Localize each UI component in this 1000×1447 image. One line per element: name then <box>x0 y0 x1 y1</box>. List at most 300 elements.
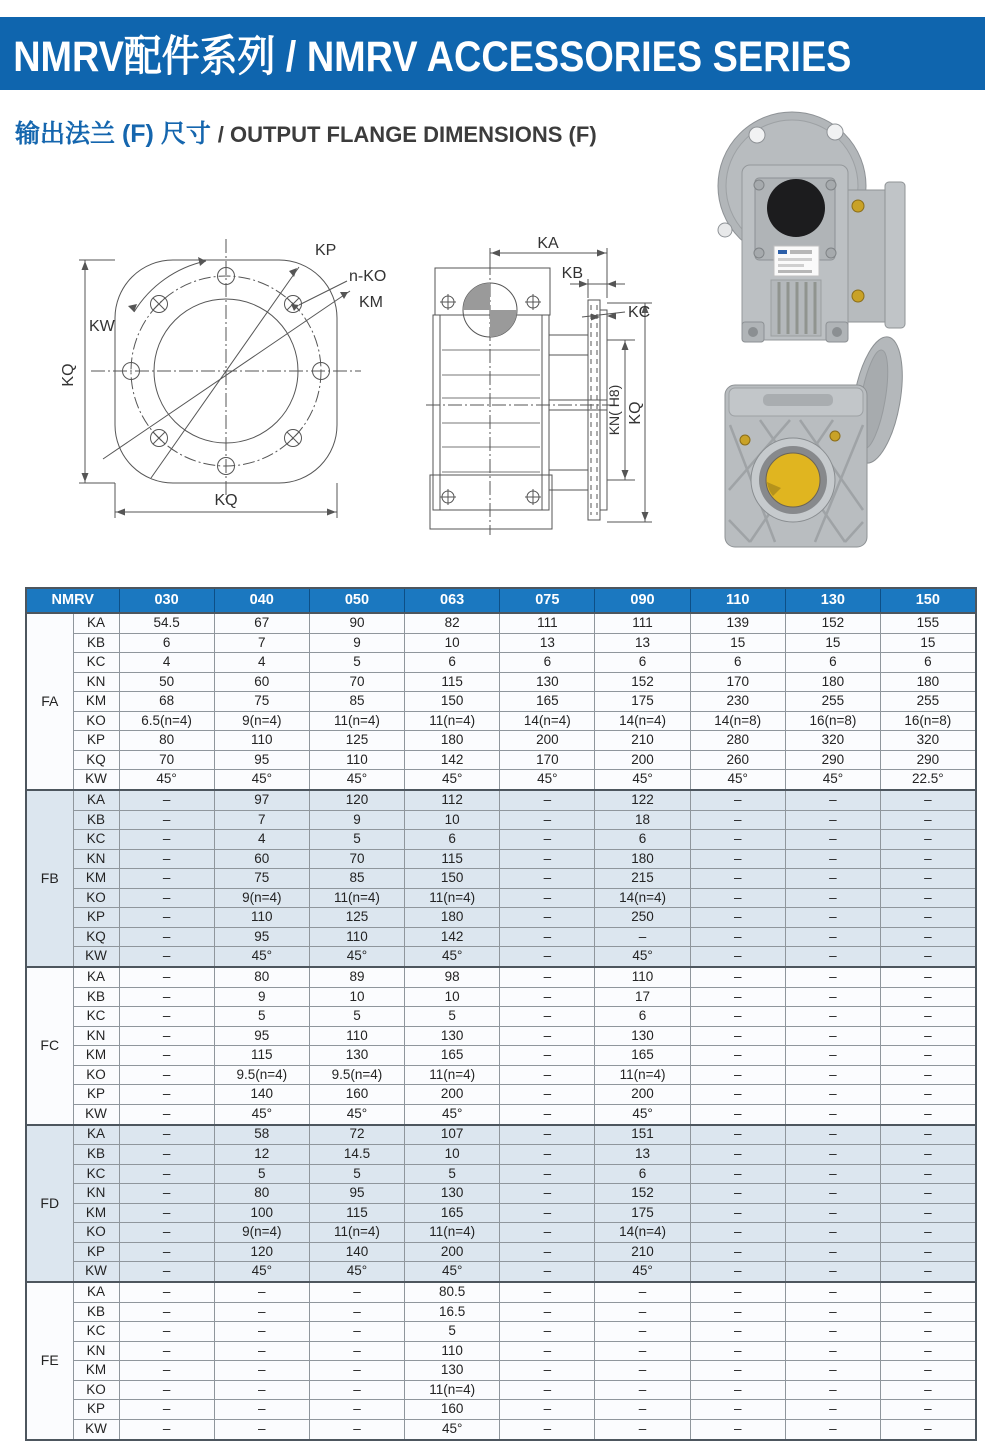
table-cell: 165 <box>405 1203 500 1223</box>
table-cell: – <box>119 888 214 908</box>
table-cell: – <box>119 849 214 869</box>
param-label: KN <box>73 1341 119 1361</box>
table-cell: – <box>500 1085 595 1105</box>
table-cell: – <box>309 1380 404 1400</box>
table-header <box>26 588 976 613</box>
column-header: 130 <box>785 588 880 613</box>
table-cell: – <box>785 1085 880 1105</box>
table-cell: 152 <box>785 613 880 633</box>
table-cell: 152 <box>595 672 690 692</box>
table-cell: – <box>119 1026 214 1046</box>
table-cell: – <box>785 1104 880 1124</box>
table-cell: 45° <box>405 1104 500 1124</box>
table-cell: 160 <box>405 1400 500 1420</box>
table-row <box>26 1125 976 1145</box>
param-label: KA <box>73 1125 119 1145</box>
table-cell: – <box>785 849 880 869</box>
table-cell: 110 <box>309 750 404 770</box>
table-cell: – <box>119 1164 214 1184</box>
table-row <box>26 750 976 770</box>
table-cell: 9 <box>214 987 309 1007</box>
table-cell: 45° <box>595 770 690 790</box>
table-cell: 9(n=4) <box>214 888 309 908</box>
table-cell: 130 <box>309 1046 404 1066</box>
param-label: KC <box>73 1322 119 1342</box>
param-label: KC <box>73 1007 119 1027</box>
table-cell: 14(n=8) <box>690 711 785 731</box>
table-cell: 100 <box>214 1203 309 1223</box>
table-cell: 290 <box>785 750 880 770</box>
product-photo-front <box>695 100 950 365</box>
table-cell: 11(n=4) <box>595 1065 690 1085</box>
param-label: KA <box>73 967 119 987</box>
table-cell: – <box>785 947 880 967</box>
table-cell: 45° <box>595 1104 690 1124</box>
table-cell: – <box>785 967 880 987</box>
table-cell: 11(n=4) <box>405 888 500 908</box>
group-label: FE <box>26 1282 73 1440</box>
param-label: KN <box>73 1026 119 1046</box>
table-row <box>26 1322 976 1342</box>
table-row <box>26 1302 976 1322</box>
table-cell: 18 <box>595 810 690 830</box>
table-cell: 5 <box>405 1007 500 1027</box>
table-cell: 11(n=4) <box>405 1380 500 1400</box>
param-label: KW <box>73 770 119 790</box>
table-cell: 111 <box>595 613 690 633</box>
table-cell: – <box>119 1007 214 1027</box>
param-label: KM <box>73 1361 119 1381</box>
table-cell: – <box>500 1184 595 1204</box>
table-cell: – <box>690 1400 785 1420</box>
table-cell: 67 <box>214 613 309 633</box>
group-label: FD <box>26 1125 73 1283</box>
table-cell: 80 <box>119 731 214 751</box>
table-cell: 6 <box>595 1007 690 1027</box>
table-cell: 6 <box>595 1164 690 1184</box>
table-cell: 115 <box>405 672 500 692</box>
table-cell: 80.5 <box>405 1282 500 1302</box>
table-cell: – <box>881 1380 976 1400</box>
table-cell: – <box>500 1282 595 1302</box>
table-cell: 45° <box>405 947 500 967</box>
column-header: 040 <box>214 588 309 613</box>
table-cell: – <box>785 830 880 850</box>
table-cell: 15 <box>785 633 880 653</box>
table-cell: – <box>595 1341 690 1361</box>
table-cell: – <box>119 967 214 987</box>
table-cell: – <box>690 888 785 908</box>
column-header: 030 <box>119 588 214 613</box>
table-cell: 97 <box>214 790 309 810</box>
table-cell: 110 <box>405 1341 500 1361</box>
table-cell: – <box>881 1007 976 1027</box>
table-cell: 11(n=4) <box>309 1223 404 1243</box>
table-cell: 230 <box>690 692 785 712</box>
table-cell: – <box>309 1341 404 1361</box>
table-cell: 14.5 <box>309 1145 404 1165</box>
table-cell: – <box>119 1341 214 1361</box>
table-cell: 320 <box>881 731 976 751</box>
table-cell: – <box>119 1322 214 1342</box>
table-cell: – <box>500 1046 595 1066</box>
param-label: KN <box>73 849 119 869</box>
table-cell: – <box>500 1223 595 1243</box>
table-cell: – <box>881 790 976 810</box>
column-header: 110 <box>690 588 785 613</box>
table-cell: – <box>785 810 880 830</box>
table-cell: – <box>214 1322 309 1342</box>
table-cell: – <box>595 1282 690 1302</box>
table-cell: – <box>500 869 595 889</box>
param-label: KM <box>73 1203 119 1223</box>
table-cell: – <box>881 1282 976 1302</box>
table-cell: 45° <box>214 770 309 790</box>
table-cell: 5 <box>214 1164 309 1184</box>
label-km: KM <box>359 294 383 311</box>
table-row <box>26 633 976 653</box>
table-cell: – <box>690 1282 785 1302</box>
table-cell: 5 <box>309 653 404 673</box>
table-cell: 142 <box>405 750 500 770</box>
table-cell: – <box>119 927 214 947</box>
label-kq-side: KQ <box>627 401 644 425</box>
table-cell: – <box>500 1361 595 1381</box>
label-kc: KC <box>628 304 651 321</box>
table-cell: 17 <box>595 987 690 1007</box>
table-cell: 72 <box>309 1125 404 1145</box>
label-kq-bottom: KQ <box>214 492 238 509</box>
table-cell: – <box>690 1341 785 1361</box>
label-ka: KA <box>537 235 559 252</box>
param-label: KP <box>73 1400 119 1420</box>
table-cell: 45° <box>595 1262 690 1282</box>
param-label: KM <box>73 692 119 712</box>
table-cell: 112 <box>405 790 500 810</box>
table-cell: 58 <box>214 1125 309 1145</box>
table-cell: – <box>690 830 785 850</box>
table-row <box>26 1361 976 1381</box>
group-label: FB <box>26 790 73 967</box>
table-cell: 215 <box>595 869 690 889</box>
table-cell: – <box>881 1085 976 1105</box>
table-cell: – <box>500 1419 595 1440</box>
table-cell: – <box>119 1242 214 1262</box>
table-cell: – <box>500 1380 595 1400</box>
table-cell: – <box>500 1322 595 1342</box>
table-cell: 5 <box>405 1164 500 1184</box>
table-row <box>26 731 976 751</box>
table-cell: 175 <box>595 1203 690 1223</box>
table-cell: 95 <box>214 750 309 770</box>
table-cell: – <box>690 1419 785 1440</box>
table-cell: 5 <box>214 1007 309 1027</box>
param-label: KO <box>73 1223 119 1243</box>
table-cell: 6 <box>119 633 214 653</box>
table-cell: 110 <box>309 927 404 947</box>
param-label: KB <box>73 633 119 653</box>
column-header: 150 <box>881 588 976 613</box>
table-cell: 111 <box>500 613 595 633</box>
table-cell: – <box>500 1065 595 1085</box>
table-cell: 130 <box>405 1026 500 1046</box>
label-kb: KB <box>561 265 583 282</box>
table-cell: – <box>881 1361 976 1381</box>
table-cell: 5 <box>309 1164 404 1184</box>
table-cell: – <box>785 1419 880 1440</box>
table-cell: – <box>690 1361 785 1381</box>
table-cell: – <box>119 1085 214 1105</box>
table-cell: – <box>690 1262 785 1282</box>
table-cell: – <box>785 1262 880 1282</box>
table-cell: 139 <box>690 613 785 633</box>
table-row <box>26 613 976 633</box>
table-cell: 4 <box>119 653 214 673</box>
table-cell: 11(n=4) <box>405 1223 500 1243</box>
table-cell: – <box>309 1361 404 1381</box>
table-cell: – <box>690 1164 785 1184</box>
table-row <box>26 1262 976 1282</box>
table-cell: – <box>690 1302 785 1322</box>
subtitle-english: / OUTPUT FLANGE DIMENSIONS (F) <box>217 122 597 147</box>
table-cell: – <box>595 1361 690 1381</box>
table-cell: 50 <box>119 672 214 692</box>
table-cell: 110 <box>214 731 309 751</box>
table-row <box>26 790 976 810</box>
flange-front-view-drawing <box>35 235 405 530</box>
table-cell: – <box>690 1223 785 1243</box>
table-cell: 120 <box>309 790 404 810</box>
table-cell: – <box>690 1026 785 1046</box>
table-cell: 260 <box>690 750 785 770</box>
table-cell: – <box>690 967 785 987</box>
table-cell: 45° <box>309 1104 404 1124</box>
table-row <box>26 1007 976 1027</box>
table-cell: 115 <box>405 849 500 869</box>
table-cell: – <box>119 1145 214 1165</box>
table-cell: – <box>500 1104 595 1124</box>
table-cell: – <box>881 1302 976 1322</box>
table-cell: – <box>785 1007 880 1027</box>
table-cell: 45° <box>500 770 595 790</box>
table-row <box>26 927 976 947</box>
table-cell: 9.5(n=4) <box>214 1065 309 1085</box>
table-cell: 155 <box>881 613 976 633</box>
table-cell: 130 <box>405 1184 500 1204</box>
table-cell: – <box>119 810 214 830</box>
table-row <box>26 770 976 790</box>
nameplate <box>774 246 819 276</box>
table-cell: – <box>785 927 880 947</box>
page-banner <box>0 17 985 90</box>
table-cell: 13 <box>500 633 595 653</box>
table-cell: 110 <box>214 908 309 928</box>
table-cell: – <box>785 869 880 889</box>
table-cell: 6 <box>500 653 595 673</box>
table-cell: 14(n=4) <box>595 1223 690 1243</box>
table-cell: – <box>214 1282 309 1302</box>
table-cell: – <box>785 1203 880 1223</box>
table-cell: – <box>119 1125 214 1145</box>
table-cell: 10 <box>405 987 500 1007</box>
table-cell: – <box>500 1242 595 1262</box>
table-cell: 45° <box>405 770 500 790</box>
table-cell: – <box>785 1341 880 1361</box>
table-cell: 6 <box>405 830 500 850</box>
table-cell: – <box>500 888 595 908</box>
table-row <box>26 830 976 850</box>
table-cell: 45° <box>214 1104 309 1124</box>
table-cell: 320 <box>785 731 880 751</box>
table-cell: – <box>881 1065 976 1085</box>
table-cell: 140 <box>309 1242 404 1262</box>
table-cell: – <box>690 810 785 830</box>
table-cell: – <box>881 1322 976 1342</box>
table-cell: – <box>881 1203 976 1223</box>
param-label: KB <box>73 1302 119 1322</box>
table-cell: – <box>690 1380 785 1400</box>
table-cell: – <box>881 830 976 850</box>
table-row <box>26 653 976 673</box>
table-cell: 130 <box>405 1361 500 1381</box>
table-cell: – <box>500 849 595 869</box>
table-row <box>26 908 976 928</box>
table-cell: – <box>500 908 595 928</box>
group-label: FC <box>26 967 73 1125</box>
param-label: KA <box>73 1282 119 1302</box>
table-cell: – <box>214 1341 309 1361</box>
table-cell: 9 <box>309 810 404 830</box>
table-cell: 7 <box>214 633 309 653</box>
table-cell: 45° <box>309 1262 404 1282</box>
section-subtitle <box>15 114 597 150</box>
table-cell: – <box>881 869 976 889</box>
table-cell: – <box>785 1282 880 1302</box>
table-cell: – <box>785 1302 880 1322</box>
table-cell: – <box>785 1164 880 1184</box>
param-label: KW <box>73 1262 119 1282</box>
table-cell: 9.5(n=4) <box>309 1065 404 1085</box>
table-cell: 175 <box>595 692 690 712</box>
label-kq-left: KQ <box>60 363 77 387</box>
table-cell: – <box>119 830 214 850</box>
table-cell: 12 <box>214 1145 309 1165</box>
table-cell: – <box>500 1007 595 1027</box>
product-photo-rear <box>705 330 955 580</box>
table-cell: 200 <box>405 1085 500 1105</box>
table-cell: – <box>881 1164 976 1184</box>
table-cell: 11(n=4) <box>309 888 404 908</box>
table-cell: 10 <box>405 810 500 830</box>
table-cell: – <box>690 1085 785 1105</box>
table-cell: 110 <box>309 1026 404 1046</box>
table-cell: 250 <box>595 908 690 928</box>
table-cell: 6 <box>405 653 500 673</box>
table-cell: – <box>500 927 595 947</box>
table-cell: – <box>881 1262 976 1282</box>
subtitle-chinese: 输出法兰 (F) 尺寸 <box>15 120 218 148</box>
table-cell: 142 <box>405 927 500 947</box>
table-cell: 45° <box>119 770 214 790</box>
table-cell: – <box>881 1341 976 1361</box>
table-cell: 210 <box>595 731 690 751</box>
table-cell: – <box>119 1400 214 1420</box>
table-cell: – <box>119 869 214 889</box>
table-cell: – <box>214 1400 309 1420</box>
table-cell: – <box>881 1400 976 1420</box>
table-cell: – <box>690 927 785 947</box>
table-cell: 7 <box>214 810 309 830</box>
table-cell: – <box>119 1104 214 1124</box>
table-cell: – <box>785 987 880 1007</box>
table-cell: – <box>119 1184 214 1204</box>
table-cell: 90 <box>309 613 404 633</box>
table-cell: – <box>119 1282 214 1302</box>
table-cell: – <box>690 1046 785 1066</box>
table-cell: – <box>785 1065 880 1085</box>
param-label: KQ <box>73 750 119 770</box>
table-cell: – <box>785 1400 880 1420</box>
table-cell: 115 <box>214 1046 309 1066</box>
table-cell: 165 <box>500 692 595 712</box>
table-row <box>26 1242 976 1262</box>
table-cell: 95 <box>214 1026 309 1046</box>
table-row <box>26 1184 976 1204</box>
table-cell: – <box>785 1223 880 1243</box>
param-label: KO <box>73 711 119 731</box>
table-cell: 115 <box>309 1203 404 1223</box>
table-cell: 45° <box>405 1419 500 1440</box>
table-cell: 16.5 <box>405 1302 500 1322</box>
table-cell: 255 <box>785 692 880 712</box>
table-row <box>26 1065 976 1085</box>
param-label: KQ <box>73 927 119 947</box>
table-cell: 5 <box>309 1007 404 1027</box>
table-row <box>26 987 976 1007</box>
table-cell: – <box>595 1400 690 1420</box>
table-cell: – <box>785 908 880 928</box>
table-cell: – <box>690 1065 785 1085</box>
table-row <box>26 1085 976 1105</box>
table-row <box>26 869 976 889</box>
table-cell: 290 <box>881 750 976 770</box>
table-cell: – <box>881 1184 976 1204</box>
table-cell: – <box>785 1242 880 1262</box>
table-cell: – <box>881 1046 976 1066</box>
page-title: NMRV配件系列 / NMRV ACCESSORIES SERIES <box>13 33 852 81</box>
table-cell: 180 <box>881 672 976 692</box>
table-cell: 170 <box>690 672 785 692</box>
table-cell: – <box>690 1322 785 1342</box>
table-cell: – <box>785 1125 880 1145</box>
table-cell: 6 <box>881 653 976 673</box>
table-cell: 82 <box>405 613 500 633</box>
table-cell: – <box>785 1184 880 1204</box>
table-cell: – <box>690 1242 785 1262</box>
table-cell: 14(n=4) <box>595 888 690 908</box>
table-cell: – <box>785 790 880 810</box>
table-cell: – <box>690 869 785 889</box>
table-cell: – <box>881 1223 976 1243</box>
table-cell: – <box>690 1125 785 1145</box>
table-cell: – <box>690 947 785 967</box>
table-cell: – <box>785 1322 880 1342</box>
table-cell: 45° <box>785 770 880 790</box>
column-header: 075 <box>500 588 595 613</box>
table-cell: 5 <box>309 830 404 850</box>
table-cell: 130 <box>500 672 595 692</box>
table-cell: 45° <box>405 1262 500 1282</box>
